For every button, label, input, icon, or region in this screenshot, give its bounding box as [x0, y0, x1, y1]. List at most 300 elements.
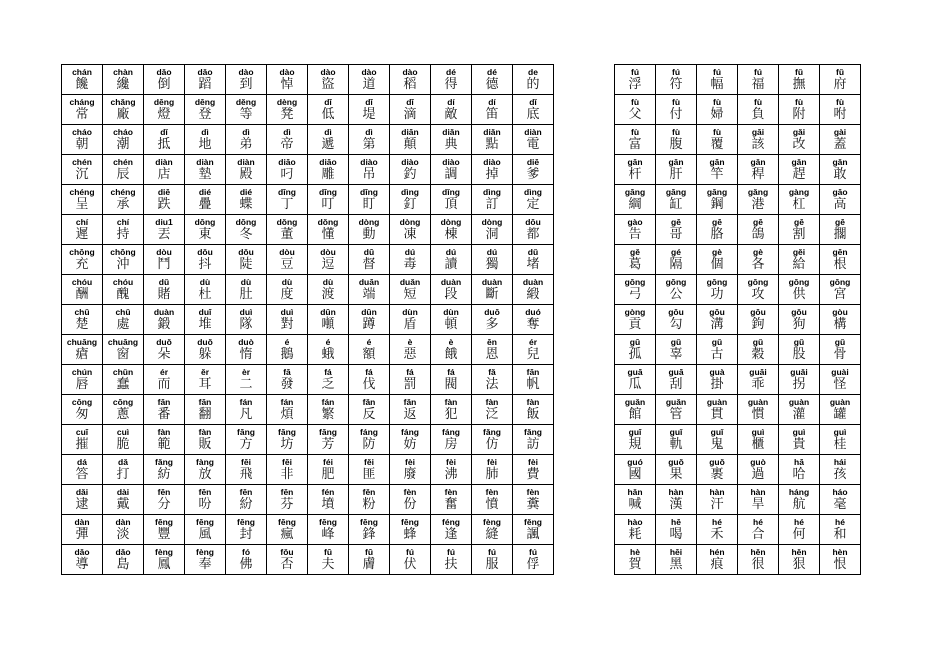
hanzi-character: 各	[751, 257, 765, 272]
hanzi-character: 販	[198, 437, 212, 452]
hanzi-character: 多	[485, 317, 499, 332]
pinyin-label: hé	[794, 517, 804, 527]
pinyin-label: é	[366, 337, 372, 347]
hanzi-character: 櫃	[751, 437, 765, 452]
pinyin-label: guì	[751, 427, 765, 437]
left-character-table	[61, 64, 554, 575]
pinyin-label: chǔ	[115, 307, 131, 317]
character-cell	[697, 545, 738, 575]
pinyin-label: fāng	[237, 427, 255, 437]
hanzi-character: 董	[280, 227, 294, 242]
character-cell	[103, 515, 144, 545]
pinyin-label: dùn	[402, 307, 418, 317]
character-cell	[779, 335, 820, 365]
character-cell	[820, 425, 861, 455]
hanzi-character: 額	[362, 347, 376, 362]
character-cell	[267, 425, 308, 455]
hanzi-character: 擱	[833, 227, 847, 242]
hanzi-character: 很	[751, 557, 765, 572]
pinyin-label: dá	[77, 457, 87, 467]
hanzi-character: 黑	[669, 557, 683, 572]
character-cell	[267, 455, 308, 485]
character-cell	[779, 125, 820, 155]
pinyin-label: guàn	[829, 397, 851, 407]
character-cell	[62, 155, 103, 185]
hanzi-character: 匪	[362, 467, 376, 482]
character-cell	[103, 395, 144, 425]
pinyin-label: dé	[487, 67, 497, 77]
table-row	[615, 305, 861, 335]
pinyin-label: chǔ	[74, 307, 90, 317]
pinyin-label: dǎo	[74, 547, 90, 557]
character-cell	[431, 485, 472, 515]
character-cell	[308, 245, 349, 275]
character-cell	[615, 305, 656, 335]
hanzi-character: 軌	[669, 437, 683, 452]
character-cell	[144, 335, 185, 365]
character-cell	[697, 455, 738, 485]
pinyin-label: fú	[405, 547, 415, 557]
pinyin-label: dēng	[194, 97, 216, 107]
hanzi-character: 耳	[198, 377, 212, 392]
hanzi-character: 段	[444, 287, 458, 302]
hanzi-character: 杜	[198, 287, 212, 302]
hanzi-character: 汗	[710, 497, 724, 512]
hanzi-character: 隔	[669, 257, 683, 272]
character-cell	[308, 485, 349, 515]
character-cell	[656, 95, 697, 125]
pinyin-label: chún	[71, 367, 93, 377]
character-cell	[738, 335, 779, 365]
character-cell	[349, 305, 390, 335]
hanzi-character: 慣	[751, 407, 765, 422]
hanzi-character: 笛	[485, 107, 499, 122]
pinyin-label: fèn	[526, 487, 540, 497]
pinyin-label: fěng	[524, 517, 542, 527]
pinyin-label: dūn	[320, 307, 336, 317]
character-cell	[738, 185, 779, 215]
character-cell	[738, 455, 779, 485]
character-cell	[185, 185, 226, 215]
hanzi-character: 放	[198, 467, 212, 482]
hanzi-character: 妨	[403, 437, 417, 452]
hanzi-character: 充	[75, 257, 89, 272]
character-cell	[697, 155, 738, 185]
hanzi-character: 陡	[239, 257, 253, 272]
pinyin-label: dǎi	[75, 487, 89, 497]
hanzi-character: 勾	[669, 317, 683, 332]
pinyin-label: fén	[321, 487, 335, 497]
hanzi-character: 唇	[75, 377, 89, 392]
character-cell	[697, 275, 738, 305]
character-cell	[308, 395, 349, 425]
hanzi-character: 辜	[669, 347, 683, 362]
pinyin-label: fǔ	[835, 67, 845, 77]
pinyin-label: gāi	[751, 127, 765, 137]
hanzi-character: 高	[833, 197, 847, 212]
character-cell	[390, 95, 431, 125]
pinyin-label: dī	[406, 97, 414, 107]
hanzi-character: 婦	[710, 107, 724, 122]
table-row	[62, 395, 554, 425]
hanzi-character: 罰	[403, 377, 417, 392]
pinyin-label: duó	[525, 307, 541, 317]
character-cell	[697, 125, 738, 155]
pinyin-label: fù	[630, 97, 640, 107]
pinyin-label: fù	[753, 97, 763, 107]
hanzi-character: 蛾	[321, 347, 335, 362]
character-cell	[779, 185, 820, 215]
pinyin-label: hǎn	[627, 487, 643, 497]
pinyin-label: diào	[401, 157, 419, 167]
character-cell	[431, 545, 472, 575]
character-cell	[308, 335, 349, 365]
hanzi-character: 根	[833, 257, 847, 272]
character-cell	[267, 185, 308, 215]
pinyin-label: duān	[358, 277, 380, 287]
character-cell	[103, 455, 144, 485]
hanzi-character: 父	[628, 107, 642, 122]
table-row	[615, 275, 861, 305]
character-cell	[615, 155, 656, 185]
hanzi-character: 附	[792, 107, 806, 122]
hanzi-character: 付	[669, 107, 683, 122]
hanzi-character: 窗	[116, 347, 130, 362]
character-cell	[226, 215, 267, 245]
character-cell	[185, 65, 226, 95]
pinyin-label: fèi	[528, 457, 538, 467]
table-row	[615, 215, 861, 245]
hanzi-character: 讀	[444, 257, 458, 272]
character-cell	[472, 335, 513, 365]
hanzi-character: 摧	[75, 437, 89, 452]
pinyin-label: gòu	[832, 307, 848, 317]
character-cell	[226, 425, 267, 455]
hanzi-character: 撫	[792, 77, 806, 92]
character-cell	[431, 455, 472, 485]
pinyin-label: fá	[406, 367, 414, 377]
character-cell	[615, 545, 656, 575]
hanzi-character: 彈	[75, 527, 89, 542]
hanzi-character: 承	[116, 197, 130, 212]
hanzi-character: 幅	[710, 77, 724, 92]
hanzi-character: 鳳	[157, 557, 171, 572]
pinyin-label: fèn	[485, 487, 499, 497]
pinyin-label: fāng	[278, 427, 296, 437]
pinyin-label: fǎng	[483, 427, 501, 437]
hanzi-character: 蠢	[116, 377, 130, 392]
table-row	[615, 245, 861, 275]
hanzi-character: 醜	[116, 287, 130, 302]
character-cell	[738, 395, 779, 425]
hanzi-character: 蹲	[362, 317, 376, 332]
pinyin-label: chōng	[69, 247, 95, 257]
hanzi-character: 頓	[444, 317, 458, 332]
hanzi-character: 肚	[239, 287, 253, 302]
character-cell	[472, 65, 513, 95]
hanzi-character: 常	[75, 107, 89, 122]
character-cell	[267, 485, 308, 515]
pinyin-label: chén	[72, 157, 92, 167]
pinyin-label: hè	[630, 547, 640, 557]
character-cell	[226, 245, 267, 275]
hanzi-character: 覆	[710, 137, 724, 152]
pinyin-label: dào	[320, 67, 336, 77]
table-row	[615, 155, 861, 185]
character-cell	[267, 305, 308, 335]
hanzi-character: 獨	[485, 257, 499, 272]
character-cell	[226, 95, 267, 125]
hanzi-character: 功	[710, 287, 724, 302]
hanzi-character: 廠	[116, 107, 130, 122]
pinyin-label: hén	[709, 547, 725, 557]
pinyin-label: duàn	[522, 277, 544, 287]
character-cell	[226, 185, 267, 215]
pinyin-label: féi	[323, 457, 333, 467]
character-cell	[513, 485, 554, 515]
hanzi-character: 奮	[444, 497, 458, 512]
character-cell	[697, 95, 738, 125]
character-cell	[103, 215, 144, 245]
hanzi-character: 房	[444, 437, 458, 452]
character-cell	[431, 65, 472, 95]
hanzi-character: 哈	[792, 467, 806, 482]
character-cell	[308, 95, 349, 125]
hanzi-character: 纔	[116, 77, 130, 92]
pinyin-label: guà	[709, 367, 725, 377]
pinyin-label: gē	[712, 217, 722, 227]
character-cell	[779, 515, 820, 545]
hanzi-character: 飛	[239, 467, 253, 482]
character-cell	[779, 95, 820, 125]
hanzi-character: 叮	[321, 197, 335, 212]
character-cell	[431, 155, 472, 185]
hanzi-character: 戴	[116, 497, 130, 512]
hanzi-character: 毒	[403, 257, 417, 272]
pinyin-label: duàn	[481, 277, 503, 287]
hanzi-character: 葛	[628, 257, 642, 272]
pinyin-label: fáng	[442, 427, 460, 437]
character-cell	[185, 455, 226, 485]
character-cell	[185, 275, 226, 305]
hanzi-character: 何	[792, 527, 806, 542]
pinyin-label: dǎo	[156, 67, 172, 77]
pinyin-label: gǔ	[670, 337, 682, 347]
pinyin-label: duàn	[153, 307, 175, 317]
character-cell	[513, 95, 554, 125]
hanzi-character: 番	[157, 407, 171, 422]
pinyin-label: fèng	[483, 517, 501, 527]
hanzi-character: 負	[751, 107, 765, 122]
character-cell	[144, 155, 185, 185]
character-cell	[390, 125, 431, 155]
hanzi-character: 肝	[669, 167, 683, 182]
pinyin-label: féng	[442, 517, 460, 527]
table-row	[62, 455, 554, 485]
pinyin-label: fá	[447, 367, 455, 377]
pinyin-label: dàn	[74, 517, 90, 527]
hanzi-character: 吊	[362, 167, 376, 182]
pinyin-label: dī	[324, 97, 332, 107]
hanzi-character: 惡	[403, 347, 417, 362]
hanzi-character: 溝	[710, 317, 724, 332]
character-cell	[431, 125, 472, 155]
hanzi-character: 貢	[628, 317, 642, 332]
character-cell	[308, 65, 349, 95]
pinyin-label: gè	[712, 247, 722, 257]
character-cell	[144, 455, 185, 485]
pinyin-label: dēng	[153, 97, 175, 107]
pinyin-label: cōng	[112, 397, 134, 407]
hanzi-character: 叼	[280, 167, 294, 182]
hanzi-character: 府	[833, 77, 847, 92]
hanzi-character: 裹	[710, 467, 724, 482]
hanzi-character: 哥	[669, 227, 683, 242]
character-cell	[738, 155, 779, 185]
hanzi-character: 缸	[669, 197, 683, 212]
hanzi-character: 拐	[792, 377, 806, 392]
pinyin-label: diān	[401, 127, 419, 137]
character-cell	[308, 365, 349, 395]
hanzi-character: 而	[157, 377, 171, 392]
character-cell	[103, 185, 144, 215]
character-cell	[615, 275, 656, 305]
table-row	[62, 305, 554, 335]
pinyin-label: gē	[753, 217, 763, 227]
character-cell	[390, 365, 431, 395]
hanzi-character: 稻	[403, 77, 417, 92]
pinyin-label: fān	[157, 397, 171, 407]
character-cell	[738, 215, 779, 245]
character-cell	[615, 455, 656, 485]
character-cell	[226, 515, 267, 545]
table-row	[62, 545, 554, 575]
pinyin-label: guā	[668, 367, 684, 377]
pinyin-label: guàn	[747, 397, 769, 407]
character-cell	[185, 305, 226, 335]
hanzi-character: 答	[75, 467, 89, 482]
hanzi-character: 乏	[321, 377, 335, 392]
character-cell	[62, 455, 103, 485]
character-cell	[144, 215, 185, 245]
character-cell	[615, 365, 656, 395]
pinyin-label: hàn	[750, 487, 766, 497]
pinyin-label: dòng	[358, 217, 380, 227]
character-cell	[390, 485, 431, 515]
character-cell	[472, 305, 513, 335]
pinyin-label: diē	[526, 157, 540, 167]
hanzi-character: 煩	[280, 407, 294, 422]
pinyin-label: fáng	[360, 427, 378, 437]
hanzi-character: 鋼	[710, 197, 724, 212]
pinyin-label: chóu	[112, 277, 134, 287]
character-cell	[820, 185, 861, 215]
table-row	[615, 125, 861, 155]
hanzi-character: 返	[403, 407, 417, 422]
character-cell	[738, 65, 779, 95]
character-cell	[267, 365, 308, 395]
hanzi-character: 疊	[198, 197, 212, 212]
hanzi-character: 辰	[116, 167, 130, 182]
pinyin-label: fěi	[364, 457, 374, 467]
hanzi-character: 餓	[444, 347, 458, 362]
character-cell	[779, 245, 820, 275]
character-cell	[267, 335, 308, 365]
character-cell	[697, 425, 738, 455]
table-row	[62, 425, 554, 455]
pinyin-label: è	[407, 337, 413, 347]
table-row	[62, 275, 554, 305]
pinyin-label: diào	[360, 157, 378, 167]
character-cell	[62, 95, 103, 125]
hanzi-character: 登	[198, 107, 212, 122]
character-cell	[308, 545, 349, 575]
character-cell	[349, 395, 390, 425]
character-cell	[513, 215, 554, 245]
pinyin-label: fú	[753, 67, 763, 77]
pinyin-label: fú	[528, 547, 538, 557]
character-cell	[431, 515, 472, 545]
pinyin-label: guǐ	[710, 427, 724, 437]
hanzi-character: 供	[792, 287, 806, 302]
hanzi-character: 對	[280, 317, 294, 332]
pinyin-label: fáng	[401, 427, 419, 437]
character-cell	[185, 215, 226, 245]
pinyin-label: dùn	[443, 307, 459, 317]
hanzi-character: 懂	[321, 227, 335, 242]
character-cell	[103, 155, 144, 185]
character-cell	[820, 275, 861, 305]
hanzi-character: 翻	[198, 407, 212, 422]
hanzi-character: 宮	[833, 287, 847, 302]
hanzi-character: 抖	[198, 257, 212, 272]
hanzi-character: 島	[116, 557, 130, 572]
hanzi-character: 港	[751, 197, 765, 212]
character-cell	[185, 245, 226, 275]
character-cell	[103, 65, 144, 95]
hanzi-character: 罐	[833, 407, 847, 422]
hanzi-character: 脆	[116, 437, 130, 452]
character-cell	[472, 485, 513, 515]
pinyin-label: fàn	[444, 397, 458, 407]
character-cell	[513, 395, 554, 425]
hanzi-character: 稈	[751, 167, 765, 182]
hanzi-character: 管	[669, 407, 683, 422]
pinyin-label: gàng	[788, 187, 810, 197]
table-row	[615, 185, 861, 215]
hanzi-character: 動	[362, 227, 376, 242]
pinyin-label: gǔ	[793, 337, 805, 347]
pinyin-label: ēn	[487, 337, 497, 347]
table-row	[62, 365, 554, 395]
pinyin-label: gé	[671, 247, 681, 257]
hanzi-character: 凡	[239, 407, 253, 422]
pinyin-label: fù	[794, 97, 804, 107]
pinyin-label: fàn	[526, 397, 540, 407]
pinyin-label: dìng	[524, 187, 542, 197]
pinyin-label: dú	[404, 247, 416, 257]
hanzi-character: 瓜	[628, 377, 642, 392]
pinyin-label: fù	[712, 127, 722, 137]
pinyin-label: dǒng	[276, 217, 298, 227]
pinyin-label: dù	[199, 277, 211, 287]
pinyin-label: fú	[630, 67, 640, 77]
hanzi-character: 豐	[157, 527, 171, 542]
hanzi-character: 端	[362, 287, 376, 302]
character-cell	[144, 125, 185, 155]
hanzi-character: 富	[628, 137, 642, 152]
hanzi-character: 督	[362, 257, 376, 272]
